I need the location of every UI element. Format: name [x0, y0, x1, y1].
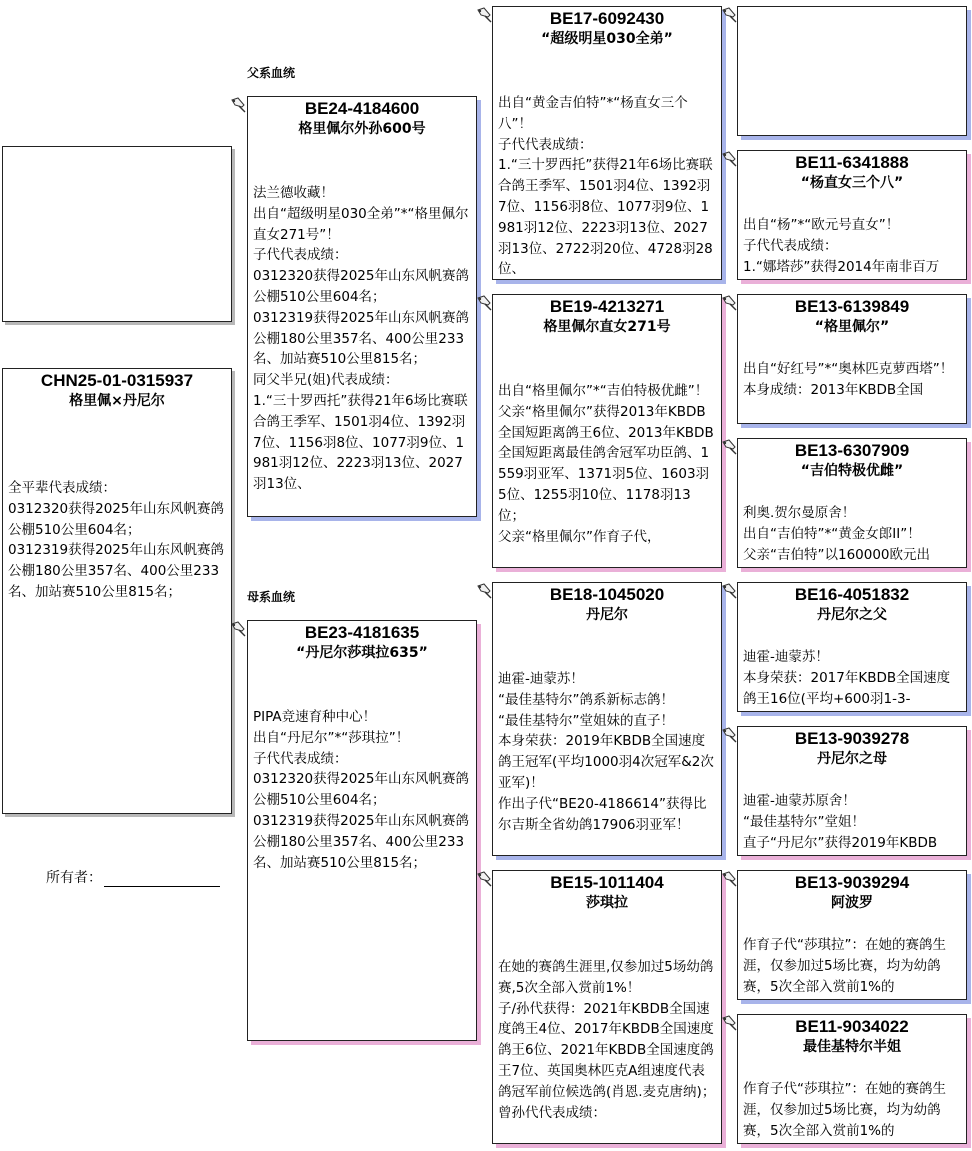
ring-number: BE19-4213271 [549, 297, 665, 316]
pigeon-description: 法兰德收藏！ 出自“超级明星030全弟”*“格里佩尔直女271号”！ 子代代表成绩： 0312320获得2025年山东风帆赛鸽公棚510公里604名； 0312319获得2025年山东风帆赛鸽公棚180公里357名、400公里233名、加站赛510公里815名； 同父半兄(姐)代表成绩： 1.“三十罗西托”获得21年6场比赛联合鸽王季军、1501羽4位、1392羽7位、1156羽8位、1077羽9位、1981羽12位、2223羽13位、2027羽13位、 [253, 185, 469, 493]
pigeon-description: 出自“黄金吉伯特”*“杨直女三个八”！ 子代代表成绩： 1.“三十罗西托”获得21年6场比赛联合鸽王季军、1501羽4位、1392羽7位、1156羽8位、1077羽9位、1981羽12位、2223羽13位、2027羽13位、2722羽20位、4728羽28位、 [498, 95, 713, 278]
ring-number: BE23-4181635 [304, 623, 420, 642]
dam-dam-card[interactable] [492, 870, 722, 1144]
ring-number: BE16-4051832 [794, 585, 910, 604]
subject-card[interactable] [2, 368, 232, 814]
pigeon-description: 迪霍-迪蒙苏！ 本身荣获：2017年KBDB全国速度鸽王16位(平均+600羽1-3- [743, 649, 951, 707]
sdd-card[interactable] [737, 438, 967, 568]
dss-card[interactable] [737, 582, 967, 712]
pin-icon [230, 621, 248, 638]
owner-label: 所有者： [46, 870, 102, 886]
ring-number: BE13-6139849 [794, 297, 910, 316]
pigeon-description: 在她的赛鸽生涯里,仅参加过5场幼鸽赛,5次全部入赏前1%！ 子/孙代获得：2021年KBDB全国速度鸽王4位、2017年KBDB全国速度鸽王6位、2021年KBDB全国速度鸽王7位、英国奥林匹克A组速度代表鸽冠军前位候选鸽(肖恩.麦克唐纳)； 曾孙代代表成绩： [498, 959, 716, 1121]
pigeon-name: 最佳基特尔半姐 [803, 1039, 901, 1055]
pigeon-description: 出自“格里佩尔”*“吉伯特极优雌”！ 父亲“格里佩尔”获得2013年KBDB全国短距离鸽王6位、2013年KBDB全国短距离最佳鸽舍冠军功臣鸽、1559羽亚军、1371羽5位、1603羽5位、1255羽10位、1178羽13位； 父亲“格里佩尔”作育子代， [498, 383, 714, 545]
pigeon-name: “超级明星030全弟” [541, 31, 673, 47]
ddd-card[interactable] [737, 1014, 967, 1144]
sss-card[interactable] [737, 6, 967, 136]
pigeon-name: “杨直女三个八” [800, 175, 904, 191]
pigeon-name: 丹尼尔 [586, 607, 628, 623]
pin-icon [230, 97, 248, 114]
sire-sire-card[interactable] [492, 6, 722, 280]
pigeon-description: 迪霍-迪蒙苏原舍！ “最佳基特尔”堂姐！ 直子“丹尼尔”获得2019年KBDB [743, 793, 938, 851]
ring-number: BE18-1045020 [549, 585, 665, 604]
pigeon-name: 格里佩尔外孙600号 [298, 121, 426, 137]
ring-number: BE13-9039294 [794, 873, 910, 892]
ring-number: BE13-9039278 [794, 729, 910, 748]
pigeon-name: 莎琪拉 [586, 895, 628, 911]
ring-number: BE15-1011404 [550, 873, 664, 892]
owner-field [46, 867, 220, 887]
blank-photo-box [2, 146, 232, 322]
ring-number: BE11-6341888 [795, 153, 909, 172]
sds-card[interactable] [737, 294, 967, 424]
pigeon-name: 格里佩尔直女271号 [543, 319, 671, 335]
pigeon-name: “格里佩尔” [814, 319, 890, 335]
dam-line-label: 母系血统 [247, 590, 296, 604]
ring-number: BE24-4184600 [304, 99, 420, 118]
dsd-card[interactable] [737, 726, 967, 856]
pigeon-description: 出自“好红号”*“奥林匹克萝西塔”！ 本身成绩：2013年KBDB全国 [743, 361, 954, 398]
pigeon-description: 作育子代“莎琪拉”：在她的赛鸽生涯，仅参加过5场比赛，均为幼鸽赛，5次全部入赏前1%的 [743, 937, 946, 995]
ssd-card[interactable] [737, 150, 967, 280]
pigeon-description: 利奥.贺尔曼原舍！ 出自“吉伯特”*“黄金女郎II”！ 父亲“吉伯特”以160000欧元出 [743, 505, 931, 563]
sire-card[interactable] [247, 96, 477, 517]
pigeon-description: 作育子代“莎琪拉”：在她的赛鸽生涯，仅参加过5场比赛，均为幼鸽赛，5次全部入赏前1%的 [743, 1081, 946, 1139]
pigeon-name: 阿波罗 [831, 895, 873, 911]
pigeon-description: 全平辈代表成绩： 0312320获得2025年山东风帆赛鸽公棚510公里604名； 0312319获得2025年山东风帆赛鸽公棚180公里357名、400公里233名、加站赛510公里815名； [8, 480, 224, 600]
sire-dam-card[interactable] [492, 294, 722, 568]
pigeon-name: 格里佩×丹尼尔 [69, 393, 165, 409]
pigeon-name: 丹尼尔之母 [817, 751, 887, 767]
ring-number: BE17-6092430 [549, 9, 665, 28]
pigeon-description: PIPA竞速育种中心！ 出自“丹尼尔”*“莎琪拉”！ 子代代表成绩： 0312320获得2025年山东风帆赛鸽公棚510公里604名； 0312319获得2025年山东风帆赛鸽公棚180公里357名、400公里233名、加站赛510公里815名； [253, 709, 469, 871]
pigeon-name: 丹尼尔之父 [817, 607, 887, 623]
ring-number: BE13-6307909 [794, 441, 910, 460]
ring-number: BE11-9034022 [795, 1017, 909, 1036]
pigeon-name: “丹尼尔莎琪拉635” [296, 645, 428, 661]
dds-card[interactable] [737, 870, 967, 1000]
pigeon-name: “吉伯特极优雌” [800, 463, 904, 479]
sire-line-label: 父系血统 [247, 66, 296, 80]
dam-card[interactable] [247, 620, 477, 1041]
dam-sire-card[interactable] [492, 582, 722, 856]
ring-number: CHN25-01-0315937 [40, 371, 194, 390]
pigeon-description: 出自“杨”*“欧元号直女”！ 子代代表成绩： 1.“娜塔莎”获得2014年南非百万 [743, 217, 940, 275]
pigeon-description: 迪霍-迪蒙苏！ “最佳基特尔”鸽系新标志鸽！ “最佳基特尔”堂姐妹的直子！ 本身荣获：2019年KBDB全国速度鸽王冠军(平均1000羽4次冠军&2次亚军)！ 作出子代“BE20-4186614”获得比尔吉斯全省幼鸽17906羽亚军！ [498, 671, 714, 833]
owner-signature-line[interactable] [104, 868, 220, 887]
